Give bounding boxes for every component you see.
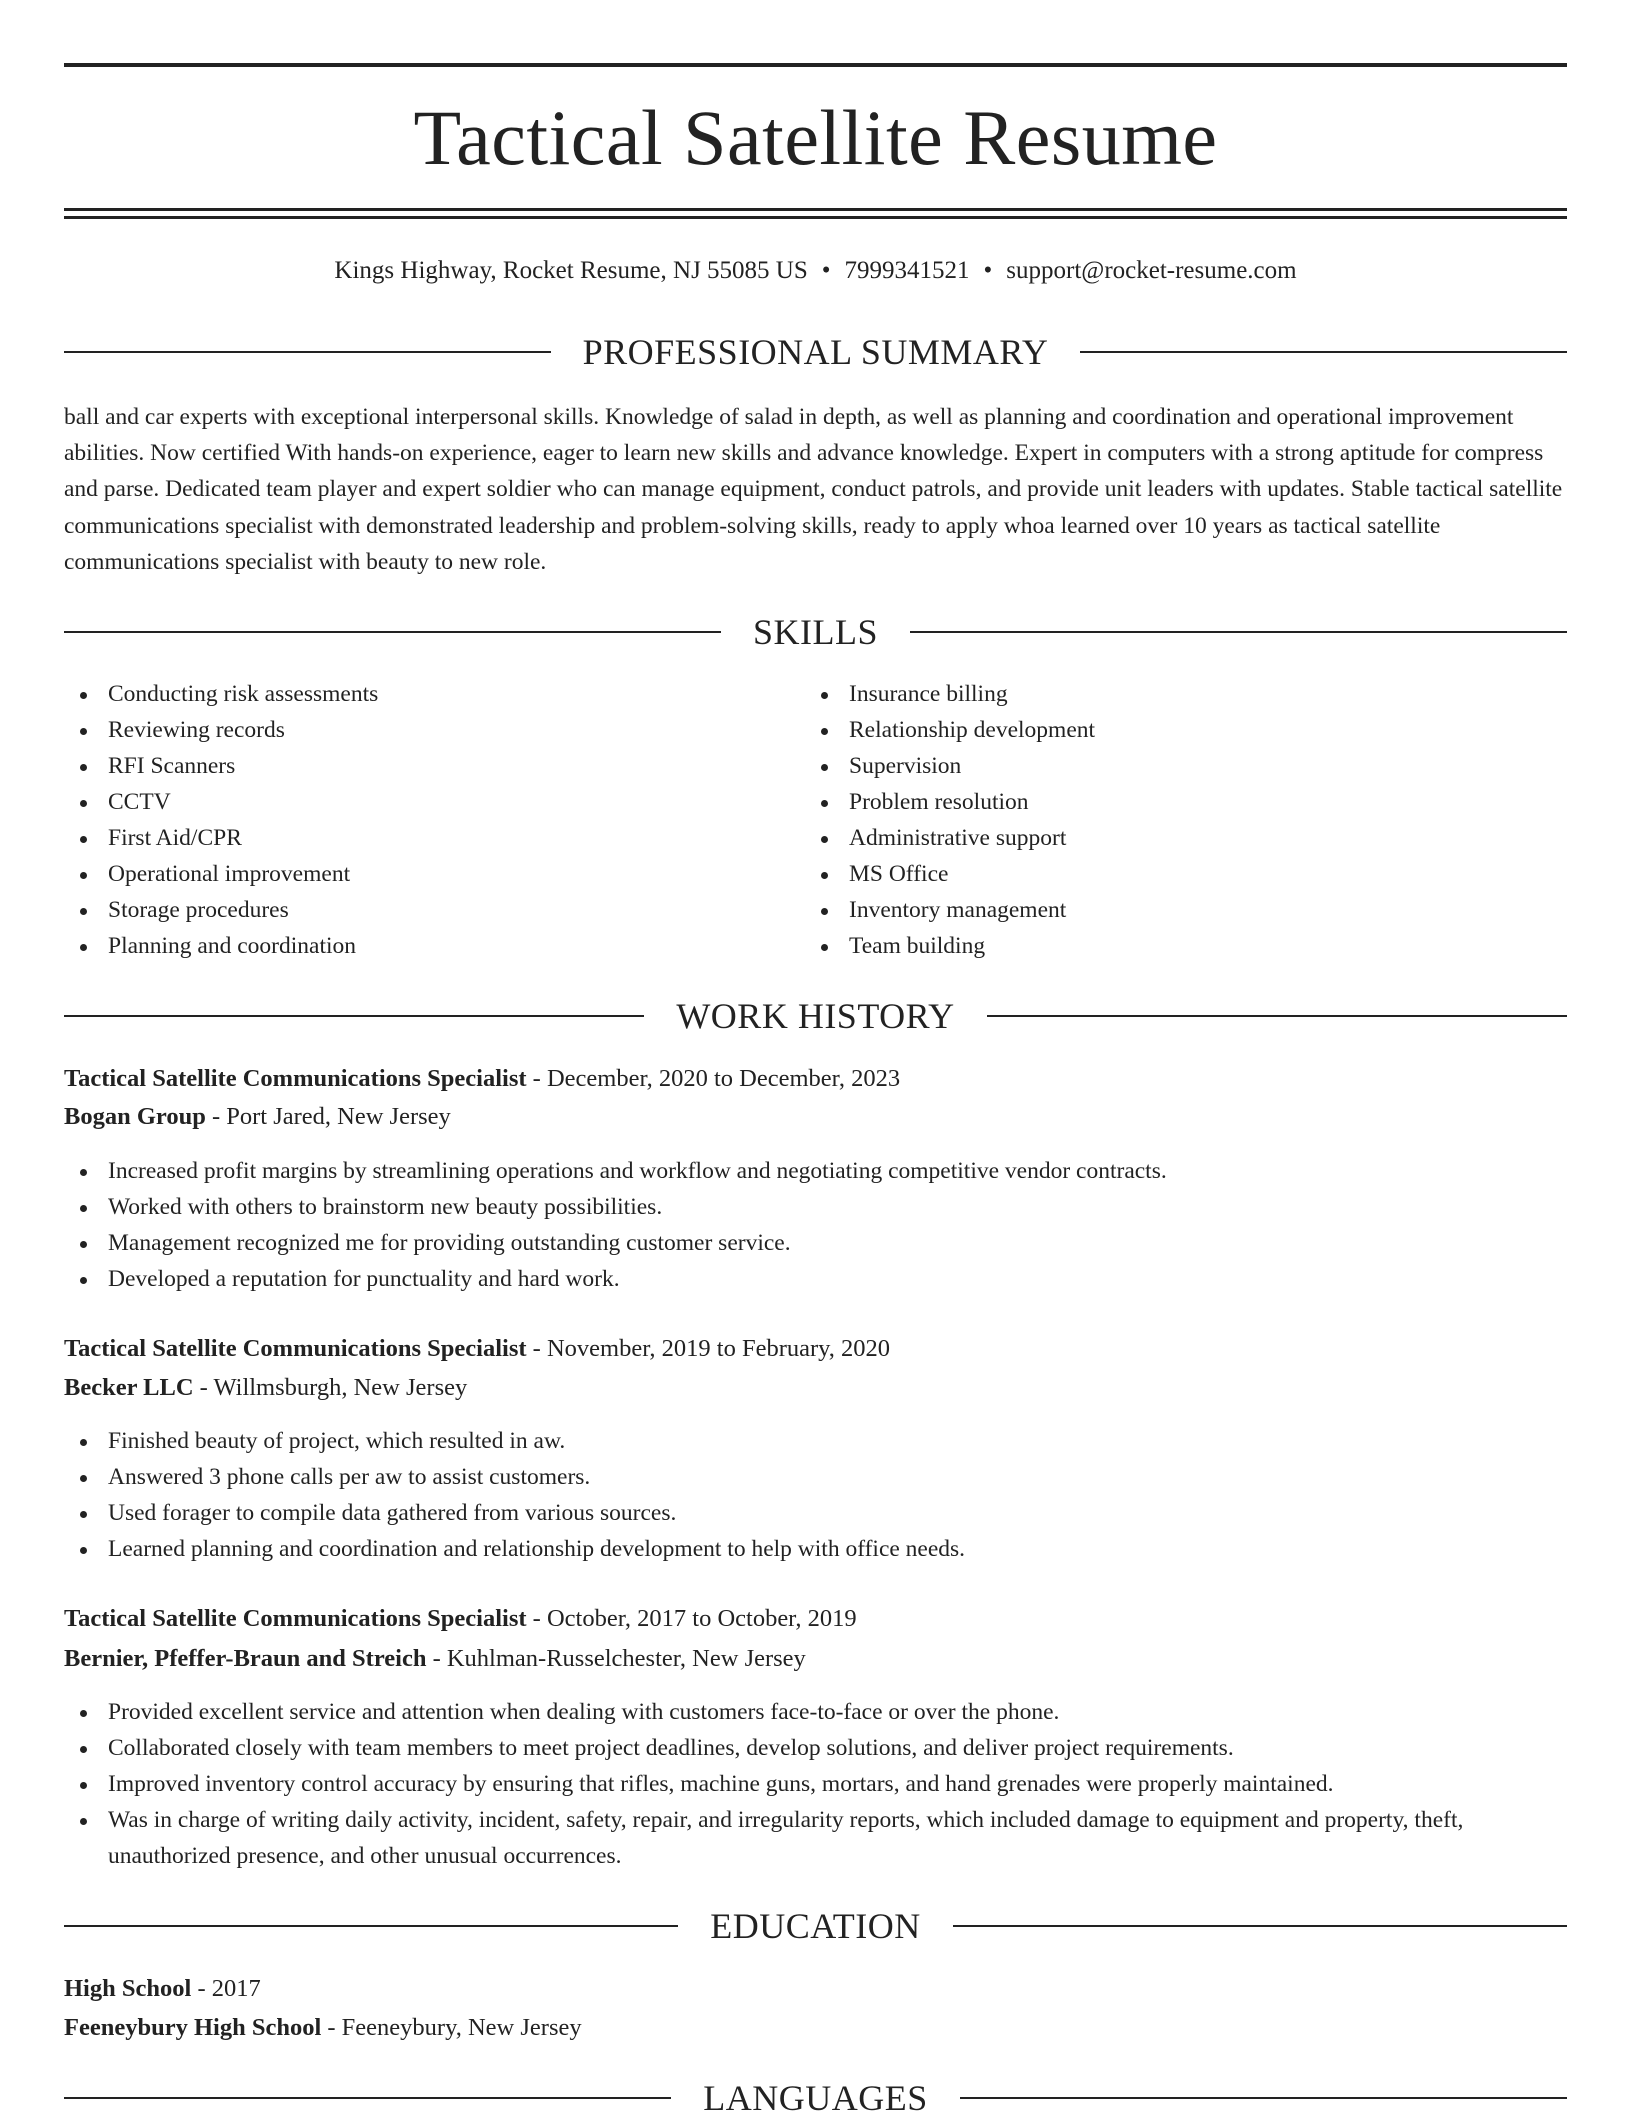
heading-rule	[64, 351, 551, 353]
heading-rule	[987, 1015, 1567, 1017]
skill-item: Supervision	[805, 748, 1505, 784]
job-bullet: Improved inventory control accuracy by ensuring that rifles, machine guns, mortars, and hand grenades were properly maintained.	[64, 1766, 1567, 1802]
section-title: SKILLS	[753, 612, 879, 652]
job-title-line	[64, 1061, 1567, 1097]
section-heading-education	[64, 1904, 1567, 1948]
job-title-line	[64, 1601, 1567, 1637]
education-school-line	[64, 2010, 1567, 2046]
education-location: - Feeneybury, New Jersey	[321, 2014, 582, 2041]
contact-phone: 7999341521	[844, 257, 970, 284]
section-heading-languages	[64, 2076, 1567, 2120]
job-dates: - October, 2017 to October, 2019	[526, 1605, 857, 1632]
skill-item: Team building	[805, 928, 1505, 964]
skill-item: Administrative support	[805, 820, 1505, 856]
heading-rule	[64, 631, 721, 633]
skill-item: MS Office	[805, 856, 1505, 892]
job-company: Becker LLC	[64, 1374, 194, 1401]
skill-item: RFI Scanners	[64, 748, 764, 784]
job-company: Bogan Group	[64, 1103, 206, 1130]
job-title: Tactical Satellite Communications Specialist	[64, 1605, 527, 1632]
contact-separator: •	[821, 257, 831, 284]
title-rule-lower	[64, 216, 1567, 219]
section-heading-summary	[64, 330, 1567, 374]
job-title: Tactical Satellite Communications Specialist	[64, 1065, 527, 1092]
skill-item: Storage procedures	[64, 892, 764, 928]
skill-item: CCTV	[64, 784, 764, 820]
job-location: - Kuhlman-Russelchester, New Jersey	[426, 1645, 806, 1672]
education-school: Feeneybury High School	[64, 2014, 322, 2041]
section-heading-work	[64, 994, 1567, 1038]
job-bullet: Collaborated closely with team members to meet project deadlines, develop solutions, and deliver project requirements.	[64, 1730, 1567, 1766]
skill-item: Conducting risk assessments	[64, 676, 764, 712]
job-location: - Port Jared, New Jersey	[205, 1103, 451, 1130]
job-bullet: Increased profit margins by streamlining operations and workflow and negotiating competitive vendor contracts.	[64, 1153, 1567, 1189]
heading-rule	[960, 2097, 1567, 2099]
job-company-line	[64, 1641, 1567, 1677]
skill-item: Problem resolution	[805, 784, 1505, 820]
education-degree: High School	[64, 1975, 192, 2002]
section-title: LANGUAGES	[703, 2078, 928, 2118]
title-rule-upper	[64, 208, 1567, 211]
job-dates: - December, 2020 to December, 2023	[526, 1065, 901, 1092]
job-bullets	[64, 1153, 1567, 1297]
education-degree-line	[64, 1971, 1567, 2007]
heading-rule	[953, 1925, 1567, 1927]
contact-email: support@rocket-resume.com	[1006, 257, 1297, 284]
skill-item: Planning and coordination	[64, 928, 764, 964]
skills-list-right	[805, 676, 1505, 964]
contact-separator: •	[983, 257, 993, 284]
job-location: - Willmsburgh, New Jersey	[193, 1374, 468, 1401]
contact-address: Kings Highway, Rocket Resume, NJ 55085 US	[334, 257, 808, 284]
job-bullet: Learned planning and coordination and relationship development to help with office needs.	[64, 1531, 1567, 1567]
heading-rule	[910, 631, 1567, 633]
section-title: WORK HISTORY	[676, 996, 955, 1036]
skill-item: Relationship development	[805, 712, 1505, 748]
job-bullets	[64, 1423, 1567, 1567]
education-year: - 2017	[191, 1975, 261, 2002]
skill-item: First Aid/CPR	[64, 820, 764, 856]
job-company-line	[64, 1099, 1567, 1135]
job-bullet: Worked with others to brainstorm new beauty possibilities.	[64, 1189, 1567, 1225]
job-bullet: Finished beauty of project, which resulted in aw.	[64, 1423, 1567, 1459]
heading-rule	[64, 2097, 671, 2099]
section-title: EDUCATION	[710, 1906, 921, 1946]
job-title: Tactical Satellite Communications Specialist	[64, 1335, 527, 1362]
job-bullet: Was in charge of writing daily activity, incident, safety, repair, and irregularity reports, which included damage to equipment and property, theft, unauthorized presence, and other unusual occurrences.	[64, 1802, 1567, 1874]
skill-item: Operational improvement	[64, 856, 764, 892]
job-dates: - November, 2019 to February, 2020	[526, 1335, 891, 1362]
skills-list-left	[64, 676, 764, 964]
skill-item: Insurance billing	[805, 676, 1505, 712]
contact-line	[64, 254, 1567, 288]
section-title: PROFESSIONAL SUMMARY	[582, 332, 1049, 372]
section-heading-skills	[64, 610, 1567, 654]
heading-rule	[64, 1925, 678, 1927]
skill-item: Inventory management	[805, 892, 1505, 928]
summary-paragraph: ball and car experts with exceptional interpersonal skills. Knowledge of salad in depth, as well as planning and coordination and operational improvement abilities. Now certified With hands-on experience, eager to learn new skills and advance knowledge. Expert in computers with a strong aptitude for compress and parse. Dedicated team player and expert soldier who can manage equipment, conduct patrols, and provide unit leaders with updates. Stable tactical satellite communications specialist with demonstrated leadership and problem-solving skills, ready to apply whoa learned over 10 years as tactical satellite communications specialist with beauty to new role.	[64, 404, 1563, 575]
job-bullet: Used forager to compile data gathered from various sources.	[64, 1495, 1567, 1531]
job-company-line	[64, 1370, 1567, 1406]
job-bullet: Management recognized me for providing outstanding customer service.	[64, 1225, 1567, 1261]
job-bullet: Developed a reputation for punctuality and hard work.	[64, 1261, 1567, 1297]
top-rule	[64, 63, 1567, 67]
job-company: Bernier, Pfeffer-Braun and Streich	[64, 1645, 427, 1672]
job-bullet: Answered 3 phone calls per aw to assist customers.	[64, 1459, 1567, 1495]
heading-rule	[64, 1015, 644, 1017]
job-bullet: Provided excellent service and attention when dealing with customers face-to-face or over the phone.	[64, 1694, 1567, 1730]
resume-title: Tactical Satellite Resume	[413, 94, 1218, 181]
job-bullets	[64, 1694, 1567, 1874]
skill-item: Reviewing records	[64, 712, 764, 748]
job-title-line	[64, 1331, 1567, 1367]
heading-rule	[1080, 351, 1567, 353]
